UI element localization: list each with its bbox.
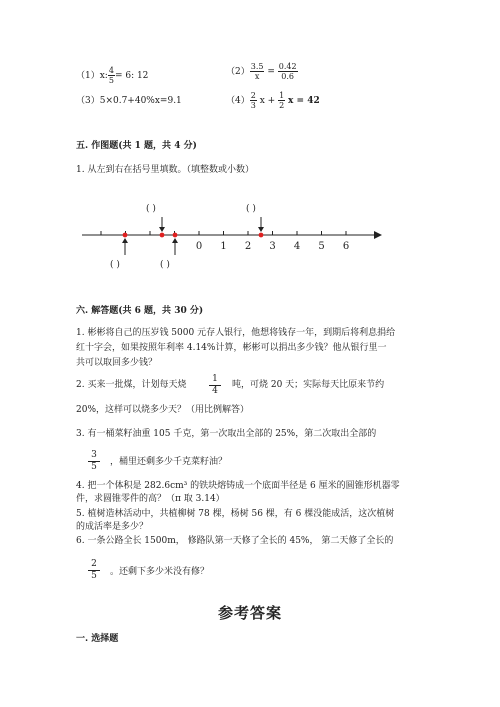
fraction: 1 4 xyxy=(209,374,221,397)
page-title: 参考答案 xyxy=(217,604,282,622)
question-text: 4. 把一个体积是 282.6cm³ 的铁块熔铸成一个底面半径是 6 厘米的圆锥形机器零 xyxy=(76,481,400,491)
arrow-up-icon xyxy=(122,238,128,243)
arrow-down-icon xyxy=(159,227,165,232)
marker-point xyxy=(160,233,165,238)
marker-point xyxy=(259,233,264,238)
tick-label: 2 xyxy=(244,241,252,252)
question-text: 1. 彬彬将自己的压岁钱 5000 元存人银行，他想将钱存一年，到期后将利息捐给 xyxy=(76,328,396,338)
tick-labels xyxy=(196,241,349,252)
equation-4: （4） $\frac{2}{3}$ x + $\frac{1}{2}$ x = 42 xyxy=(226,91,320,110)
question-text: 的成活率是多少？ xyxy=(76,522,149,532)
number-line-diagram xyxy=(70,195,390,285)
question-text: 红十字会，如果按照年利率 4.14%计算，彬彬可以捐出多少钱？他从银行里一 xyxy=(76,343,387,353)
tick-label: 5 xyxy=(318,241,325,252)
equation-3: （3）5×0.7+40%x=9.1 xyxy=(76,96,182,106)
answer-blank-above-1: ( ) xyxy=(146,204,156,214)
question-text: ，桶里还剩多少千克菜籽油？ xyxy=(110,457,228,467)
question-text: 共可以取回多少钱？ xyxy=(76,358,158,368)
tick-label: 0 xyxy=(195,241,203,252)
arrow-head-icon xyxy=(374,231,382,239)
fraction: $\frac{4}{5}$ xyxy=(108,66,114,85)
equation-2: （2） $\frac{3.5}{x}$ = $\frac{0.42}{0.6}$ xyxy=(226,62,297,81)
section-heading: 六. 解答题(共 6 题，共 30 分) xyxy=(76,306,204,316)
tick-marks xyxy=(101,231,346,235)
marker-point xyxy=(173,233,178,238)
fraction: $\frac{3.5}{x}$ xyxy=(250,62,264,81)
equation-1: （1）x: $\frac{4}{5}$ = 6: 12 xyxy=(76,66,149,85)
arrow-down-icon xyxy=(258,227,264,232)
tick-label: 4 xyxy=(293,241,301,252)
question-text: 20%，这样可以烧多少天？（用比例解答） xyxy=(76,405,250,415)
fraction: 2 5 xyxy=(88,559,100,582)
marker-point xyxy=(123,233,128,238)
arrow-up-icon xyxy=(172,238,178,243)
question-text: 。还剩下多少米没有修？ xyxy=(110,567,210,577)
question-text: 3. 有一桶菜籽油重 105 千克，第一次取出全部的 25%，第二次取出全部的 xyxy=(76,429,377,439)
fraction: $\frac{1}{2}$ xyxy=(279,91,285,110)
question-text: 件，求圆锥零件的高？（π 取 3.14） xyxy=(76,494,225,504)
fraction: 3 5 xyxy=(88,450,100,473)
answer-blank-below-2: ( ) xyxy=(160,260,170,270)
section-heading: 一. 选择题 xyxy=(76,634,119,644)
fraction: $\frac{0.42}{0.6}$ xyxy=(278,62,297,81)
question-text: 2. 买来一批煤，计划每天烧 xyxy=(76,380,187,390)
tick-label: 1 xyxy=(220,241,227,252)
question-text: 5. 植树造林活动中，共植柳树 78 棵，杨树 56 棵，有 6 棵没能成活，这次植树 xyxy=(76,509,395,519)
section-heading: 五. 作图题(共 1 题，共 4 分) xyxy=(76,141,197,151)
tick-label: 6 xyxy=(342,241,350,252)
fraction: $\frac{2}{3}$ xyxy=(250,91,256,110)
question-text: 6. 一条公路全长 1500m， 修路队第一天修了全长的 45%， 第二天修了全长的 xyxy=(76,536,394,546)
question-text: 吨，可烧 20 天；实际每天比原来节约 xyxy=(232,380,385,390)
answer-blank-above-2: ( ) xyxy=(246,204,256,214)
tick-label: 3 xyxy=(269,241,276,252)
answer-blank-below-1: ( ) xyxy=(110,260,120,270)
question-text: 1. 从左到右在括号里填数。（填整数或小数） xyxy=(76,165,254,175)
